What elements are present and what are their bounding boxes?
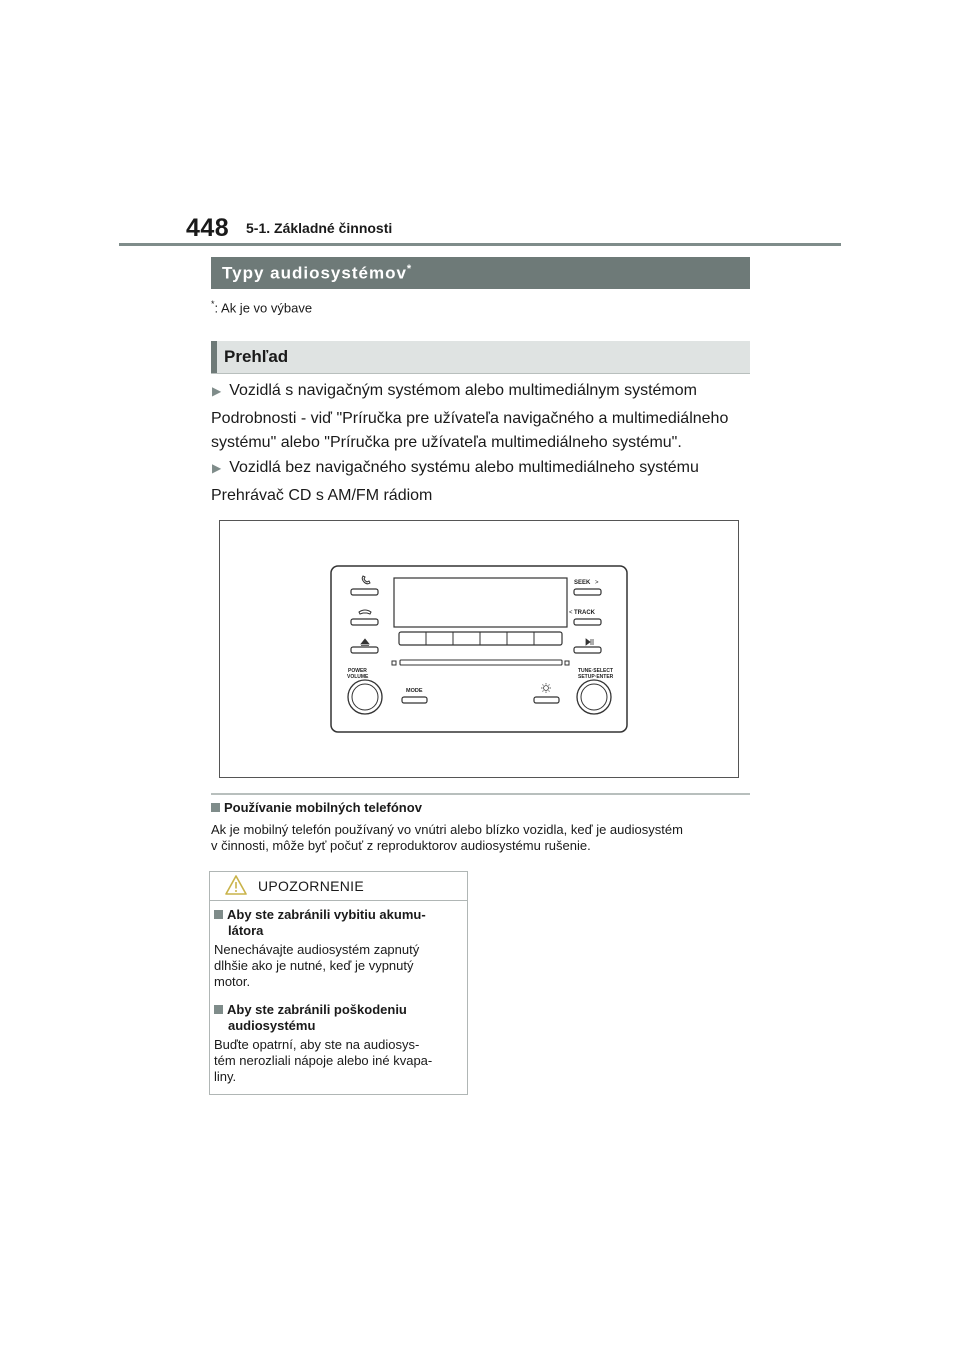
caution-heading-line <box>214 1002 454 1018</box>
display-screen <box>394 578 567 627</box>
tune-select-knob <box>577 680 611 714</box>
audio-unit-illustration <box>330 564 628 734</box>
setup-enter-label: SETUP·ENTER <box>578 674 614 680</box>
list-item <box>212 382 697 400</box>
caution-line: tém nerozliali nápoje alebo iné kvapa- <box>214 1053 433 1068</box>
cd-slot-indicator <box>565 661 569 665</box>
list-item <box>212 459 699 477</box>
caution-title: UPOZORNENIE <box>258 878 364 894</box>
mode-button <box>402 697 427 703</box>
caution-line: dlhšie ako je nutné, keď je vypnutý <box>214 958 414 973</box>
footnote <box>211 299 312 315</box>
note-heading <box>211 800 422 815</box>
eject-icon <box>361 639 369 646</box>
paragraph-line: Podrobnosti - viď "Príručka pre užívateľa navigačného a multimediálneho <box>211 410 729 427</box>
chapter-title: 5-1. Základné činnosti <box>246 220 393 236</box>
paragraph <box>211 484 751 508</box>
caution-heading-line: látora <box>228 923 264 938</box>
mode-label: MODE <box>406 688 423 694</box>
track-button <box>574 619 601 625</box>
header-divider <box>119 243 841 246</box>
caution-divider <box>210 900 467 901</box>
caution-line: motor. <box>214 974 251 989</box>
eject-button <box>351 647 378 653</box>
phone-icon <box>362 576 370 584</box>
triangle-bullet-icon: ▶ <box>212 461 222 475</box>
play-pause-icon <box>586 639 593 645</box>
tune-select-knob-inner <box>581 684 607 710</box>
track-arrow-icon: < <box>569 610 573 616</box>
call-button <box>351 589 378 595</box>
subheading-band <box>211 341 750 373</box>
cd-slot <box>400 660 562 665</box>
caution-heading-text: Aby ste zabránili vybitiu akumu- <box>227 907 426 922</box>
section-title <box>222 263 412 284</box>
list-item-text: Vozidlá s navigačným systémom alebo multimediálnym systémom <box>229 382 697 399</box>
seek-button <box>574 589 601 595</box>
brightness-rays <box>541 683 551 693</box>
subheading-title: Prehľad <box>224 347 289 366</box>
subheading-accent-bar <box>211 341 217 373</box>
brightness-button <box>534 697 559 703</box>
caution-heading-line <box>214 907 454 923</box>
warning-triangle-icon <box>224 874 248 896</box>
power-volume-knob-inner <box>352 684 378 710</box>
subheading-divider <box>211 373 750 374</box>
seek-arrow-icon: > <box>595 580 599 586</box>
list-item-text: Vozidlá bez navigačného systému alebo multimediálneho systému <box>229 459 699 476</box>
section-title-text: Typy audiosystémov <box>222 263 407 283</box>
paragraph-line: systému" alebo "Príručka pre užívateľa multimediálneho systému". <box>211 434 682 451</box>
hang-up-icon <box>359 610 371 614</box>
track-label: TRACK <box>574 610 595 616</box>
volume-label: VOLUME <box>347 674 369 680</box>
caution-heading <box>214 1002 454 1034</box>
square-bullet-icon <box>211 803 220 812</box>
footnote-text: : Ak je vo výbave <box>214 300 313 316</box>
note-body <box>211 822 751 854</box>
paragraph <box>211 407 751 455</box>
cd-slot-indicator <box>392 661 396 665</box>
brightness-icon <box>544 686 549 691</box>
seek-label: SEEK <box>574 580 591 586</box>
panel-outline <box>331 566 627 732</box>
page-number: 448 <box>186 214 230 242</box>
hang-up-button <box>351 619 378 625</box>
caution-text <box>214 1037 459 1085</box>
figure-divider <box>211 793 750 795</box>
note-line: v činnosti, môže byť počuť z reproduktorov audiosystému rušenie. <box>211 838 591 853</box>
caution-text <box>214 942 459 990</box>
caution-line: liny. <box>214 1069 237 1084</box>
power-volume-knob <box>348 680 382 714</box>
paragraph-line: Prehrávač CD s AM/FM rádiom <box>211 487 433 504</box>
square-bullet-icon <box>214 910 223 919</box>
caution-heading-text: Aby ste zabránili poškodeniu <box>227 1002 407 1017</box>
section-title-mark: * <box>406 263 413 275</box>
caution-line: Buďte opatrní, aby ste na audiosys- <box>214 1037 420 1052</box>
play-pause-button <box>574 647 601 653</box>
note-heading-text: Používanie mobilných telefónov <box>224 800 422 815</box>
tune-select-label: TUNE·SELECT <box>578 668 613 674</box>
footnote-mark: * <box>211 299 215 309</box>
caution-heading-line: audiosystému <box>228 1018 316 1033</box>
triangle-bullet-icon: ▶ <box>212 384 222 398</box>
caution-heading <box>214 907 454 939</box>
power-label: POWER <box>348 668 367 674</box>
note-line: Ak je mobilný telefón používaný vo vnútri alebo blízko vozidla, keď je audiosystém <box>211 822 683 837</box>
caution-line: Nenechávajte audiosystém zapnutý <box>214 942 420 957</box>
square-bullet-icon <box>214 1005 223 1014</box>
